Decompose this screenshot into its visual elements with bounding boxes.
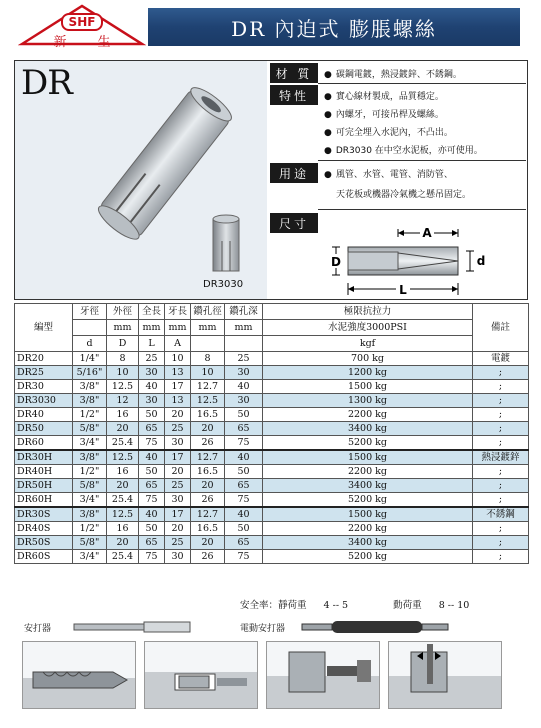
- unit-label: mm: [225, 320, 263, 336]
- unit-label: mm: [139, 320, 165, 336]
- table-cell-d: 1/2": [73, 522, 107, 536]
- table-cell-D: 16: [107, 522, 139, 536]
- table-cell-model: DR40: [15, 408, 73, 422]
- col-total: 全長: [139, 304, 165, 320]
- table-cell-dd: 26: [191, 550, 225, 564]
- table-cell-L: 40: [139, 380, 165, 394]
- table-cell-model: DR50: [15, 422, 73, 436]
- table-cell-dd: 12.5: [191, 394, 225, 408]
- symbol-label: d: [73, 336, 107, 352]
- table-row: [15, 352, 529, 366]
- table-cell-D: 16: [107, 408, 139, 422]
- table-cell-L: 40: [139, 507, 165, 522]
- table-cell-D: 12: [107, 394, 139, 408]
- table-cell-rem: 不銹鋼: [473, 507, 529, 522]
- table-cell-model: DR60: [15, 436, 73, 451]
- unit-label: mm: [107, 320, 139, 336]
- col-remarks: 備註: [473, 304, 529, 352]
- power-setter-label: 電動安打器: [240, 624, 286, 634]
- tools-section: [14, 615, 528, 715]
- table-cell-model: DR40H: [15, 465, 73, 479]
- table-cell-D: 12.5: [107, 380, 139, 394]
- table-cell-rem: ;: [473, 366, 529, 380]
- table-cell-L: 65: [139, 536, 165, 550]
- table-cell-A: 25: [165, 479, 191, 493]
- table-cell-model: DR40S: [15, 522, 73, 536]
- unit-label: kgf: [263, 336, 473, 352]
- unit-label: mm: [165, 320, 191, 336]
- table-cell-d: 3/4": [73, 550, 107, 564]
- table-cell-D: 10: [107, 366, 139, 380]
- unit-label: mm: [191, 320, 225, 336]
- col-pull: 極限抗拉力: [263, 304, 473, 320]
- table-cell-d: 5/8": [73, 536, 107, 550]
- table-row: [15, 366, 529, 380]
- install-step-1: [22, 641, 136, 709]
- safety-factor: [240, 597, 483, 611]
- table-cell-dd: 8: [191, 352, 225, 366]
- table-cell-D: 8: [107, 352, 139, 366]
- table-cell-D: 25.4: [107, 436, 139, 451]
- feature-item: ● 可完全埋入水泥內，不凸出。: [324, 128, 453, 138]
- table-cell-dd: 20: [191, 422, 225, 436]
- table-cell-L: 50: [139, 522, 165, 536]
- table-cell-A: 30: [165, 436, 191, 451]
- col-drill-depth: 鑽孔深: [225, 304, 263, 320]
- table-cell-dd: 26: [191, 436, 225, 451]
- features-tag: 特性: [270, 85, 318, 105]
- table-cell-dd: 16.5: [191, 522, 225, 536]
- table-cell-rem: ;: [473, 550, 529, 564]
- table-cell-pull: 1300 kg: [263, 394, 473, 408]
- table-cell-pull: 1500 kg: [263, 507, 473, 522]
- table-cell-A: 30: [165, 493, 191, 508]
- table-cell-pull: 3400 kg: [263, 479, 473, 493]
- table-row: [15, 507, 529, 522]
- table-row: [15, 436, 529, 451]
- table-cell-d: 3/8": [73, 394, 107, 408]
- table-cell-model: DR60H: [15, 493, 73, 508]
- table-row: [15, 536, 529, 550]
- table-cell-model: DR3030: [15, 394, 73, 408]
- table-cell-dp: 50: [225, 408, 263, 422]
- table-cell-A: 17: [165, 507, 191, 522]
- table-cell-d: 3/8": [73, 380, 107, 394]
- divider: [318, 83, 526, 84]
- table-cell-d: 3/4": [73, 436, 107, 451]
- table-cell-D: 20: [107, 536, 139, 550]
- table-cell-d: 3/8": [73, 507, 107, 522]
- col-outer: 外徑: [107, 304, 139, 320]
- table-cell-dd: 10: [191, 366, 225, 380]
- material-tag: 材 質: [270, 63, 318, 83]
- table-cell-A: 17: [165, 450, 191, 465]
- usage-tag: 用途: [270, 163, 318, 183]
- table-cell-L: 75: [139, 436, 165, 451]
- table-cell-D: 25.4: [107, 493, 139, 508]
- col-pull-sub: 水泥強度3000PSI: [263, 320, 473, 336]
- table-cell-dd: 16.5: [191, 408, 225, 422]
- table-cell-rem: ;: [473, 536, 529, 550]
- divider: [318, 209, 526, 210]
- table-cell-dp: 65: [225, 479, 263, 493]
- table-cell-d: 1/2": [73, 465, 107, 479]
- table-cell-dp: 30: [225, 366, 263, 380]
- usage-item: 天花板或機器冷氣機之懸吊固定。: [336, 190, 472, 200]
- table-cell-L: 50: [139, 465, 165, 479]
- table-cell-L: 30: [139, 394, 165, 408]
- feature-item: ● 實心線材製成，品質穩定。: [324, 92, 444, 102]
- table-cell-dp: 40: [225, 380, 263, 394]
- table-header-units: [15, 320, 529, 336]
- table-header-row: [15, 304, 529, 320]
- table-cell-dp: 25: [225, 352, 263, 366]
- table-cell-model: DR25: [15, 366, 73, 380]
- spec-panel: [268, 61, 528, 299]
- install-step-2: [144, 641, 258, 709]
- table-cell-rem: ;: [473, 522, 529, 536]
- dimension-diagram: [318, 219, 518, 297]
- table-cell-d: 5/8": [73, 422, 107, 436]
- table-row: [15, 550, 529, 564]
- table-cell-rem: ;: [473, 394, 529, 408]
- table-cell-pull: 3400 kg: [263, 536, 473, 550]
- table-cell-pull: 5200 kg: [263, 493, 473, 508]
- install-step-3: [266, 641, 380, 709]
- table-cell-pull: 5200 kg: [263, 550, 473, 564]
- setter-label: 安打器: [24, 624, 52, 634]
- table-cell-rem: ;: [473, 422, 529, 436]
- table-cell-dp: 65: [225, 422, 263, 436]
- table-cell-rem: ;: [473, 380, 529, 394]
- table-cell-dd: 12.7: [191, 380, 225, 394]
- table-cell-pull: 2200 kg: [263, 408, 473, 422]
- safety-label: 安全率：靜荷重: [240, 600, 307, 611]
- table-cell-rem: ;: [473, 436, 529, 451]
- table-cell-dp: 50: [225, 522, 263, 536]
- table-cell-rem: ;: [473, 465, 529, 479]
- dimensions-tag: 尺寸: [270, 213, 318, 233]
- symbol-label: D: [107, 336, 139, 352]
- table-cell-A: 20: [165, 408, 191, 422]
- table-cell-pull: 1500 kg: [263, 450, 473, 465]
- table-row: [15, 408, 529, 422]
- dim-label-D: D: [331, 255, 341, 269]
- page-title-bar: [148, 8, 520, 46]
- brand-logo: [18, 4, 146, 50]
- table-cell-L: 50: [139, 408, 165, 422]
- table-cell-D: 25.4: [107, 550, 139, 564]
- table-cell-pull: 5200 kg: [263, 436, 473, 451]
- table-cell-model: DR30: [15, 380, 73, 394]
- table-cell-rem: 熱浸鍍鋅: [473, 450, 529, 465]
- table-cell-d: 1/4": [73, 352, 107, 366]
- table-cell-rem: ;: [473, 493, 529, 508]
- table-cell-rem: ;: [473, 408, 529, 422]
- table-row: [15, 450, 529, 465]
- model-name: DR: [21, 63, 72, 103]
- table-cell-A: 25: [165, 536, 191, 550]
- table-cell-pull: 3400 kg: [263, 422, 473, 436]
- table-cell-dd: 12.7: [191, 450, 225, 465]
- table-cell-dp: 75: [225, 436, 263, 451]
- table-cell-dd: 20: [191, 479, 225, 493]
- table-cell-L: 65: [139, 422, 165, 436]
- symbol-label: L: [139, 336, 165, 352]
- table-cell-L: 30: [139, 366, 165, 380]
- table-cell-L: 40: [139, 450, 165, 465]
- table-cell-A: 20: [165, 522, 191, 536]
- table-cell-d: 5/16": [73, 366, 107, 380]
- table-cell-pull: 2200 kg: [263, 465, 473, 479]
- usage-item: ● 風管、水管、電管、消防管、: [324, 170, 453, 180]
- table-cell-D: 12.5: [107, 507, 139, 522]
- dim-label-L: L: [399, 283, 407, 297]
- table-cell-A: 13: [165, 394, 191, 408]
- table-row: [15, 522, 529, 536]
- safety-dynamic-label: 動荷重: [393, 600, 422, 611]
- svg-text:生: 生: [97, 35, 111, 50]
- power-setter-tool-image: [300, 617, 450, 637]
- table-cell-A: 25: [165, 422, 191, 436]
- table-header-symbols: [15, 336, 529, 352]
- table-cell-model: DR60S: [15, 550, 73, 564]
- table-cell-dp: 50: [225, 465, 263, 479]
- table-cell-d: 3/4": [73, 493, 107, 508]
- table-cell-model: DR30S: [15, 507, 73, 522]
- table-cell-model: DR50S: [15, 536, 73, 550]
- table-cell-d: 5/8": [73, 479, 107, 493]
- feature-item: ● 內螺牙，可接吊桿及螺絲。: [324, 110, 444, 120]
- product-section: [14, 60, 528, 300]
- svg-text:新: 新: [53, 35, 67, 50]
- table-cell-dp: 75: [225, 493, 263, 508]
- table-cell-A: 20: [165, 465, 191, 479]
- table-cell-d: 3/8": [73, 450, 107, 465]
- install-step-4: [388, 641, 502, 709]
- table-cell-rem: ;: [473, 479, 529, 493]
- table-cell-L: 75: [139, 550, 165, 564]
- col-model: 編型: [15, 304, 73, 352]
- table-row: [15, 394, 529, 408]
- table-cell-pull: 700 kg: [263, 352, 473, 366]
- table-row: [15, 479, 529, 493]
- page-title: DR 內迫式 膨脹螺絲: [231, 16, 437, 41]
- table-cell-pull: 2200 kg: [263, 522, 473, 536]
- table-cell-model: DR50H: [15, 479, 73, 493]
- table-cell-D: 12.5: [107, 450, 139, 465]
- table-cell-dd: 12.7: [191, 507, 225, 522]
- safety-dynamic-value: 8 -- 10: [438, 600, 470, 611]
- table-cell-model: DR20: [15, 352, 73, 366]
- table-cell-A: 30: [165, 550, 191, 564]
- table-cell-L: 65: [139, 479, 165, 493]
- product-image: [15, 61, 267, 299]
- svg-text:SHF: SHF: [68, 15, 96, 29]
- sub-model-caption: DR3030: [203, 279, 244, 290]
- dim-label-d: d: [476, 254, 486, 268]
- table-row: [15, 380, 529, 394]
- spec-table: [14, 303, 529, 564]
- table-cell-d: 1/2": [73, 408, 107, 422]
- col-drill-dia: 鑽孔徑: [191, 304, 225, 320]
- table-cell-A: 13: [165, 366, 191, 380]
- table-cell-dp: 30: [225, 394, 263, 408]
- table-cell-D: 16: [107, 465, 139, 479]
- table-cell-dp: 40: [225, 450, 263, 465]
- table-cell-pull: 1200 kg: [263, 366, 473, 380]
- col-thread-len: 牙長: [165, 304, 191, 320]
- table-cell-L: 75: [139, 493, 165, 508]
- dim-label-A: A: [422, 226, 432, 240]
- col-thread: 牙徑: [73, 304, 107, 320]
- table-cell-model: DR30H: [15, 450, 73, 465]
- table-cell-A: 17: [165, 380, 191, 394]
- symbol-label: A: [165, 336, 191, 352]
- table-cell-L: 25: [139, 352, 165, 366]
- table-cell-dd: 20: [191, 536, 225, 550]
- table-cell-A: 10: [165, 352, 191, 366]
- setter-tool-image: [72, 619, 192, 635]
- feature-item: ● DR3030 在中空水泥板，亦可使用。: [324, 146, 483, 156]
- table-cell-dd: 16.5: [191, 465, 225, 479]
- table-cell-D: 20: [107, 479, 139, 493]
- table-cell-dp: 40: [225, 507, 263, 522]
- table-row: [15, 465, 529, 479]
- divider: [318, 160, 526, 161]
- table-row: [15, 422, 529, 436]
- table-cell-dp: 75: [225, 550, 263, 564]
- table-cell-rem: 電鍍: [473, 352, 529, 366]
- table-cell-dp: 65: [225, 536, 263, 550]
- table-cell-D: 20: [107, 422, 139, 436]
- table-cell-dd: 26: [191, 493, 225, 508]
- material-item: ● 碳鋼電鍍，熱浸鍍鋅、不銹鋼。: [324, 70, 462, 80]
- table-cell-pull: 1500 kg: [263, 380, 473, 394]
- table-row: [15, 493, 529, 508]
- safety-static-value: 4 -- 5: [323, 600, 349, 611]
